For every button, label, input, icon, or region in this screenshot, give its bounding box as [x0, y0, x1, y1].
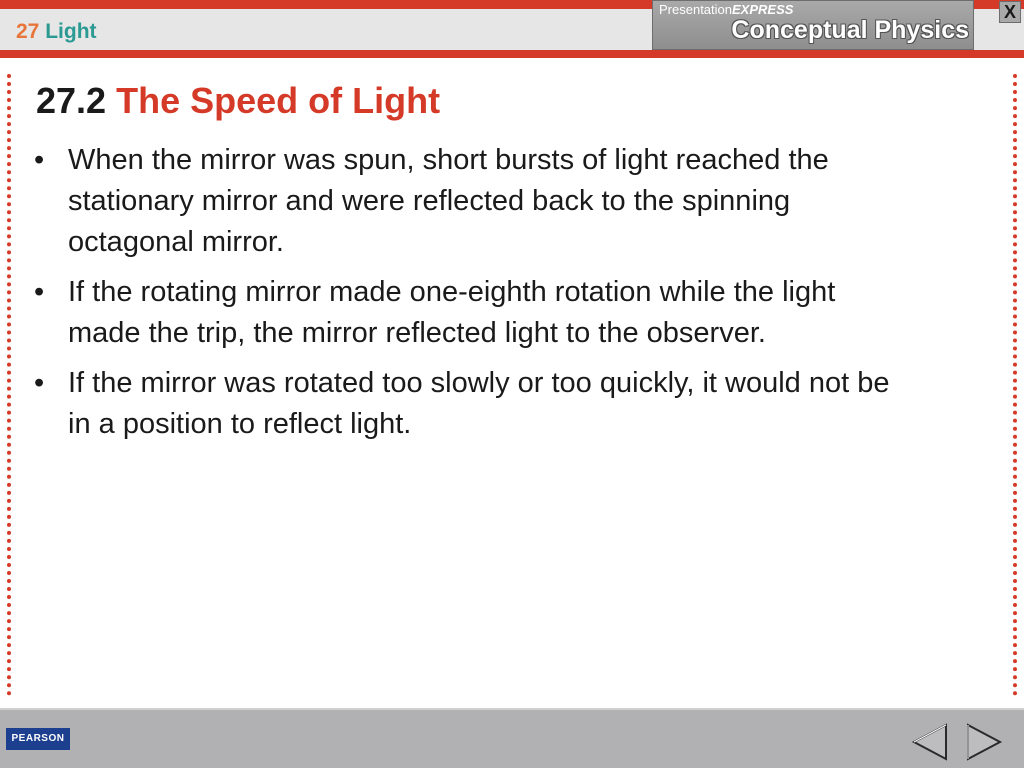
brand-title: Conceptual Physics [731, 16, 969, 44]
bullet-marker: • [34, 276, 45, 308]
bullet-text: When the mirror was spun, short bursts of light reached the stationary mirror and were reflected back to the spinning octagonal mirror. [68, 144, 829, 258]
bullet-item [34, 140, 894, 263]
chapter-name: Light [45, 20, 97, 43]
top-bar [0, 0, 1024, 58]
bullet-text: If the mirror was rotated too slowly or too quickly, it would not be in a position to reflect light. [68, 367, 890, 440]
bullet-marker: • [34, 144, 45, 176]
pearson-logo: PEARSON [6, 728, 70, 750]
chapter-number: 27 [16, 20, 40, 43]
slide-title [36, 80, 440, 122]
forward-arrow-icon[interactable] [964, 722, 1004, 762]
bottom-bar [0, 708, 1024, 768]
brand-subtitle [659, 2, 793, 17]
brand-emphasis: EXPRESS [732, 2, 794, 17]
section-number: 27.2 [36, 80, 107, 121]
left-dotted-border [7, 74, 11, 696]
right-dotted-border [1013, 74, 1017, 696]
bullet-list [34, 140, 894, 454]
brand-logo [652, 0, 974, 50]
bullet-item [34, 272, 894, 354]
bullet-item [34, 363, 894, 445]
bullet-text: If the rotating mirror made one-eighth rotation while the light made the trip, the mirror reflected light to the observer. [68, 276, 836, 349]
header-red-stripe [0, 50, 1024, 58]
close-button[interactable]: X [999, 1, 1021, 23]
back-arrow-icon[interactable] [910, 722, 950, 762]
section-title: The Speed of Light [116, 80, 441, 121]
chapter-label [16, 20, 97, 44]
brand-prefix: Presentation [659, 2, 732, 17]
bullet-marker: • [34, 367, 45, 399]
